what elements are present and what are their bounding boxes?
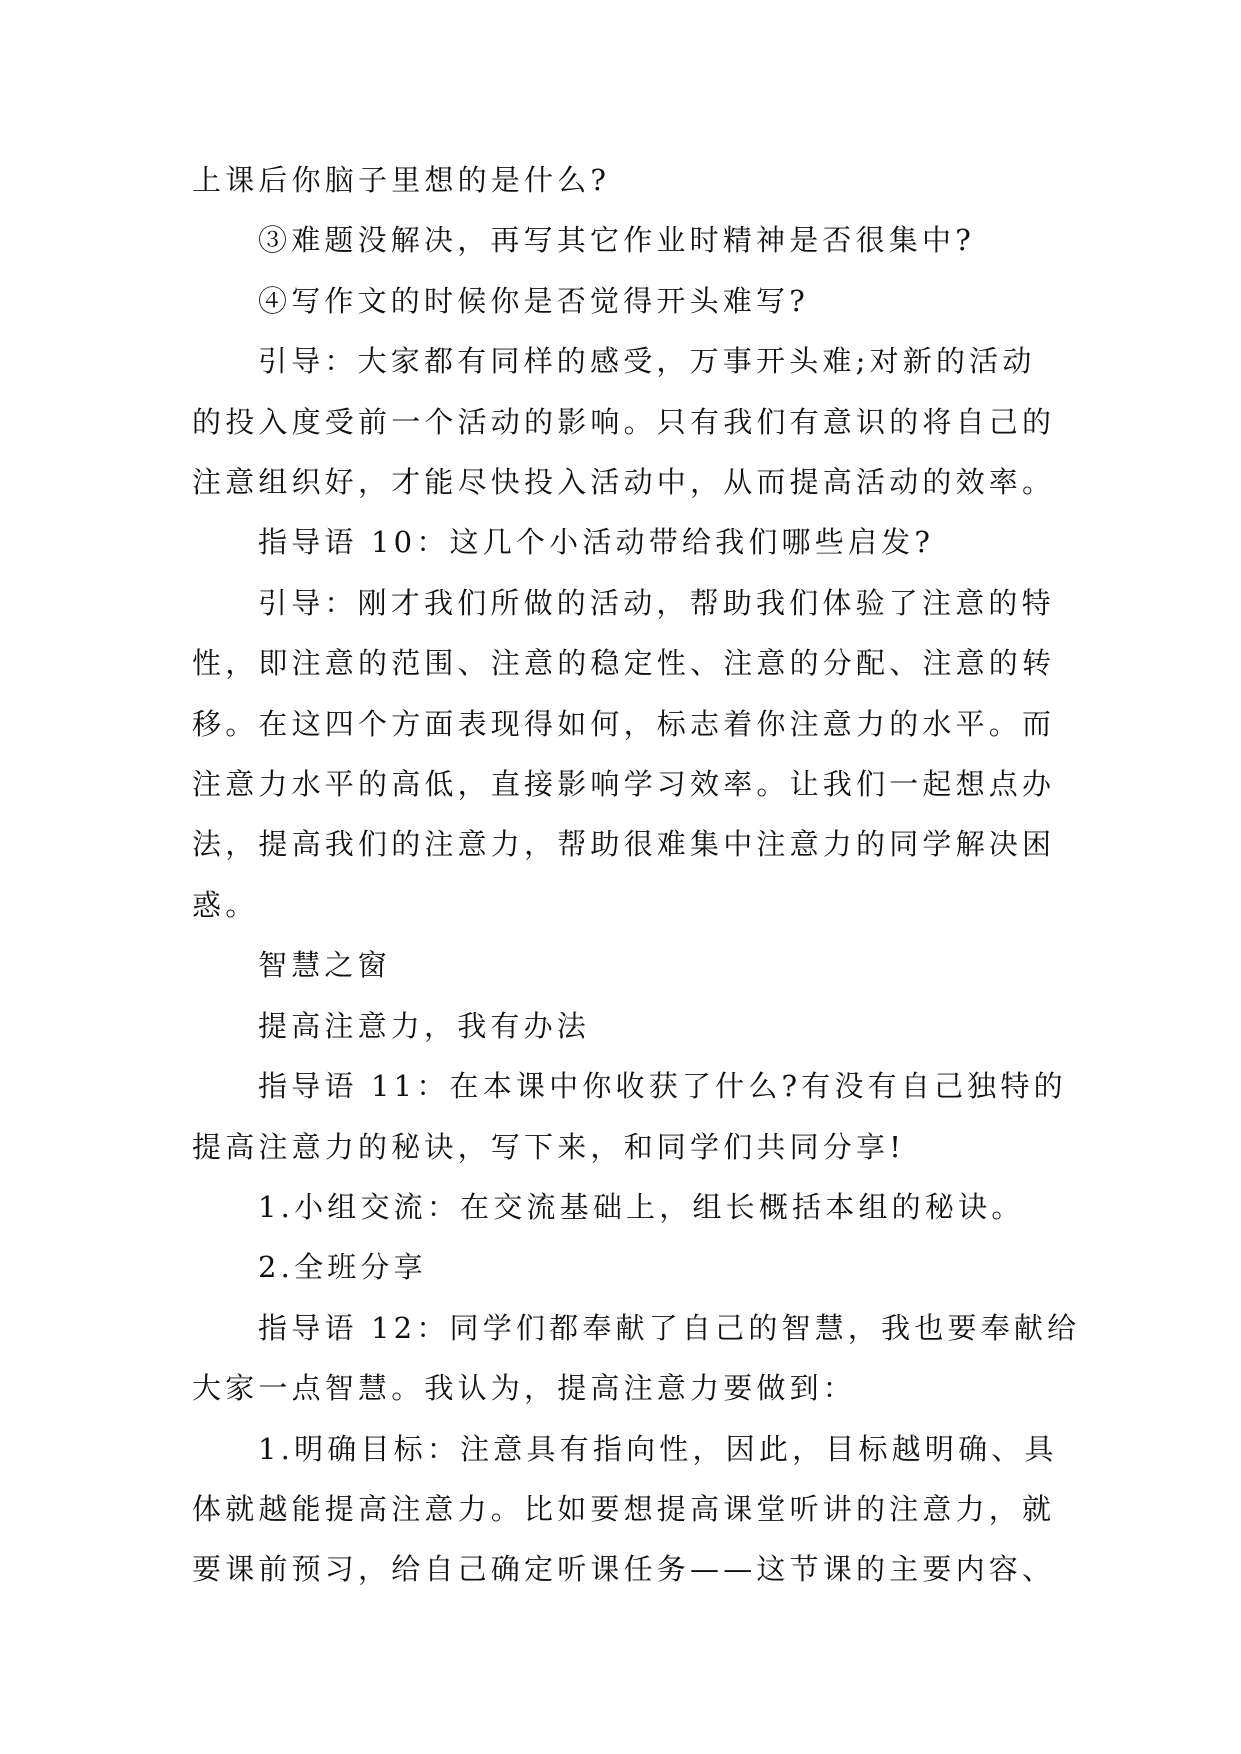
text-line: 提高注意力，我有办法	[258, 1008, 591, 1043]
paragraph	[192, 996, 1062, 1056]
text-line: 提高注意力的秘诀，写下来，和同学们共同分享!	[192, 1129, 906, 1164]
paragraph	[192, 1056, 1067, 1177]
text-line: 体就越能提高注意力。比如要想提高课堂听讲的注意力，就	[192, 1491, 1056, 1526]
text-line: 1.小组交流：在交流基础上，组长概括本组的秘诀。	[258, 1189, 1025, 1224]
paragraph	[192, 573, 1062, 935]
text-line: 性，即注意的范围、注意的稳定性、注意的分配、注意的转	[192, 646, 1056, 681]
text-line: 注意力水平的高低，直接影响学习效率。让我们一起想点办	[192, 767, 1056, 802]
text-line: 法，提高我们的注意力，帮助很难集中注意力的同学解决困	[192, 827, 1056, 862]
paragraph	[192, 512, 1062, 572]
paragraph	[192, 1419, 1062, 1600]
text-line: 移。在这四个方面表现得如何，标志着你注意力的水平。而	[192, 706, 1056, 741]
text-line: 大家一点智慧。我认为，提高注意力要做到：	[192, 1371, 857, 1406]
text-line: 的投入度受前一个活动的影响。只有我们有意识的将自己的	[192, 404, 1056, 439]
paragraph	[192, 1298, 1081, 1419]
text-line: 上课后你脑子里想的是什么?	[192, 163, 611, 197]
text-line: 2.全班分享	[258, 1250, 427, 1285]
text-line: 注意组织好，才能尽快投入活动中，从而提高活动的效率。	[192, 465, 1056, 500]
text-line: 指导语 11：在本课中你收获了什么?有没有自己独特的	[258, 1069, 1067, 1104]
paragraph	[192, 331, 1062, 512]
document-body	[192, 150, 1081, 1600]
text-line: ③难题没解决，再写其它作业时精神是否很集中?	[258, 223, 975, 258]
text-line: 指导语 10：这几个小活动带给我们哪些启发?	[258, 525, 935, 560]
paragraph	[192, 935, 1062, 995]
paragraph	[192, 210, 1062, 270]
paragraph	[192, 271, 1062, 331]
text-line: 要课前预习，给自己确定听课任务——这节课的主要内容、	[192, 1552, 1056, 1587]
text-line: ④写作文的时候你是否觉得开头难写?	[258, 283, 809, 318]
text-line: 智慧之窗	[258, 948, 391, 983]
text-line: 惑。	[192, 887, 259, 922]
paragraph	[192, 150, 1062, 210]
text-line: 引导：大家都有同样的感受，万事开头难;对新的活动	[258, 344, 1036, 379]
text-line: 引导：刚才我们所做的活动，帮助我们体验了注意的特	[258, 585, 1055, 620]
text-line: 指导语 12：同学们都奉献了自己的智慧，我也要奉献给	[258, 1310, 1081, 1345]
text-line: 1.明确目标：注意具有指向性，因此，目标越明确、具	[258, 1431, 1058, 1466]
paragraph	[192, 1177, 1062, 1237]
paragraph	[192, 1237, 1062, 1297]
